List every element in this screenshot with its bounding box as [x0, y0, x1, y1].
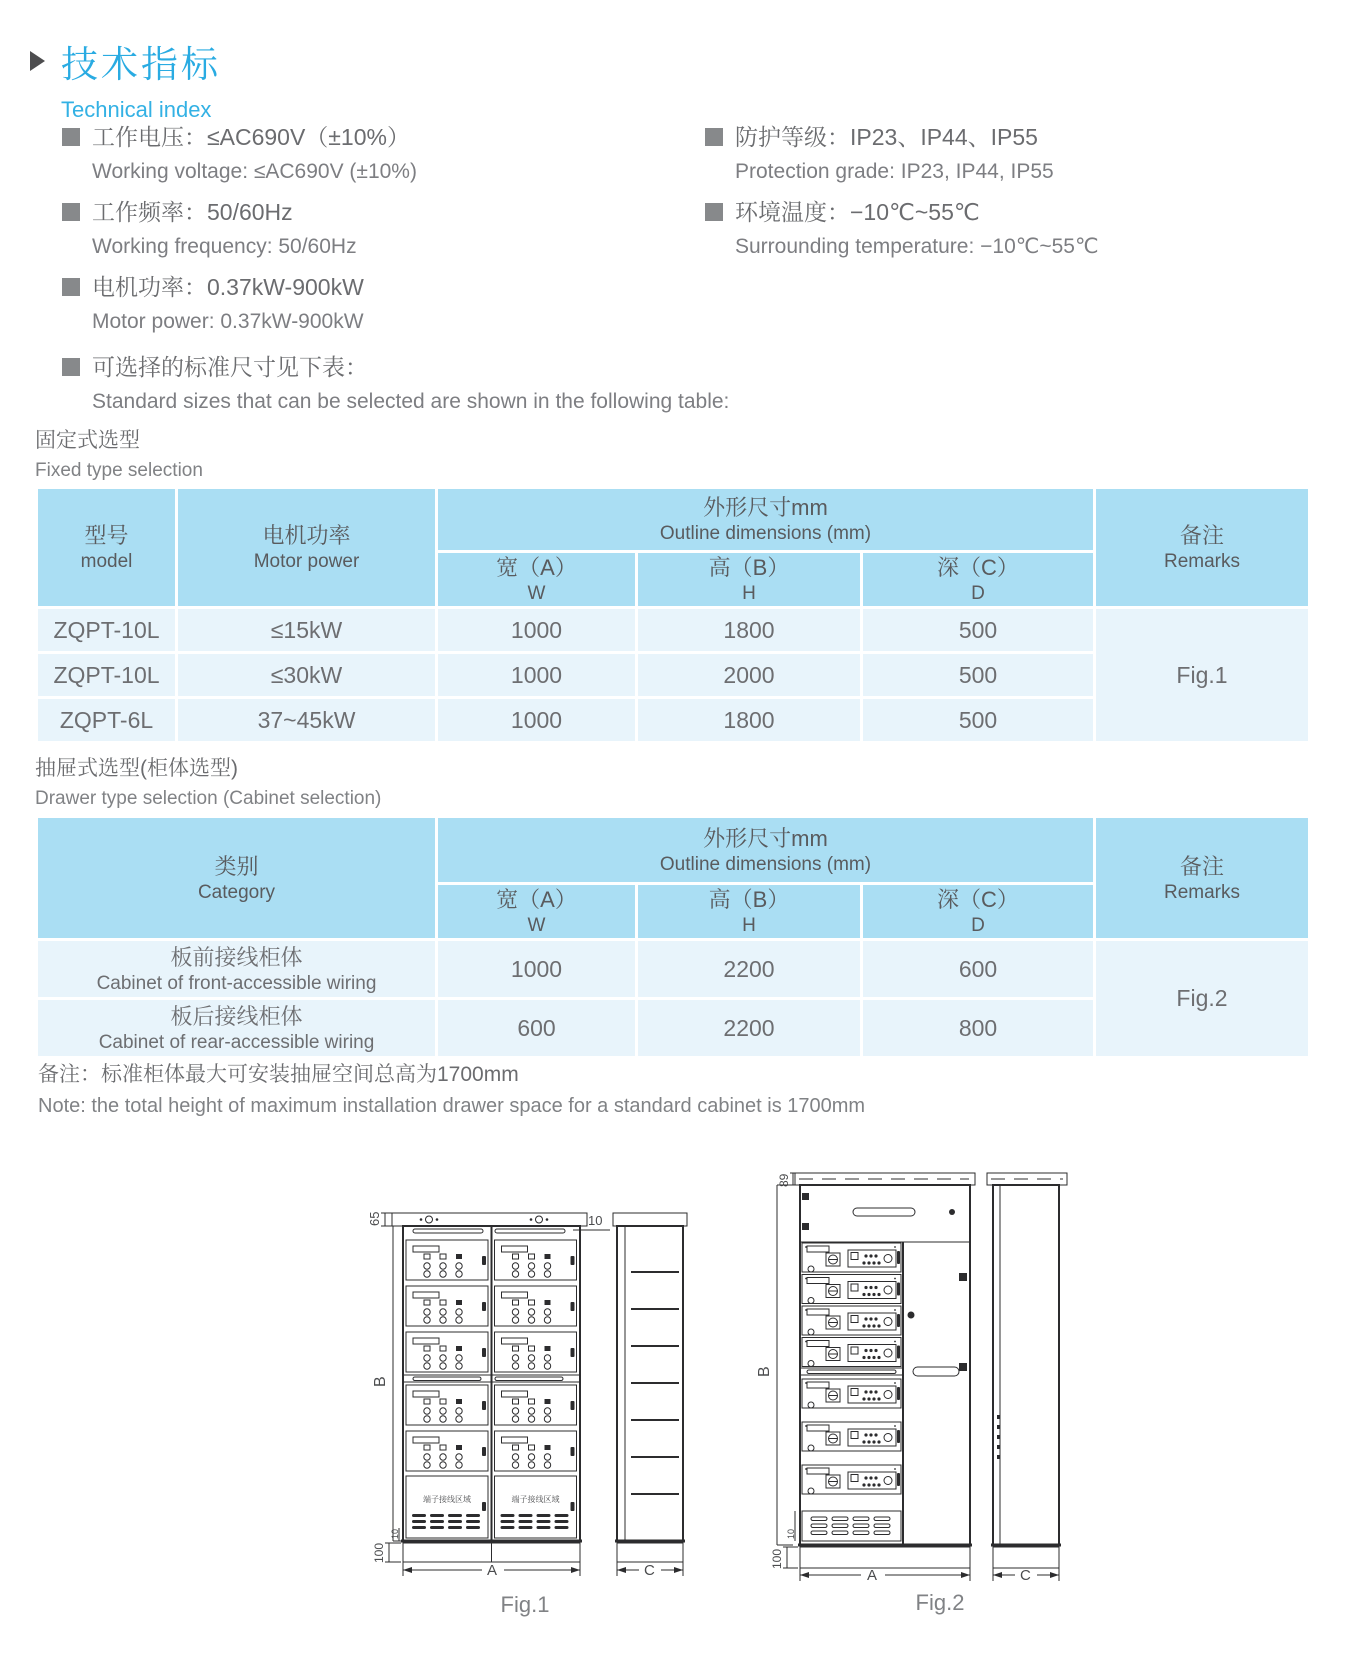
header-cell-width [437, 884, 637, 940]
header-cell-motor-power [177, 488, 437, 608]
svg-text:100: 100 [770, 1548, 784, 1569]
bullet-square-icon [62, 203, 80, 221]
cell-height: 1800 [637, 698, 862, 743]
figure-2-cabinet-drawing [715, 1115, 1075, 1620]
svg-text:A: A [487, 1562, 498, 1579]
page-title: 技术指标 [61, 44, 221, 85]
header-en: W [527, 915, 546, 936]
cell-power: ≤15kW [177, 608, 437, 653]
header-zh: 电机功率 [262, 523, 351, 548]
svg-text:B: B [756, 1366, 773, 1377]
cell-height: 2200 [637, 999, 862, 1058]
header-zh: 外形尺寸mm [703, 825, 828, 851]
header-cell-remarks [1095, 817, 1310, 940]
header-cell-outline-dimensions [437, 817, 1095, 884]
spec-en-text: Protection grade: IP23, IP44, IP55 [735, 160, 1054, 183]
bullet-square-icon [705, 128, 723, 146]
section-title-en: Drawer type selection (Cabinet selection) [35, 788, 382, 809]
spec-item-frequency [62, 197, 705, 262]
spec-zh-text: 防护等级：IP23、IP44、IP55 [735, 124, 1038, 150]
spec-en-text: Working frequency: 50/60Hz [92, 235, 357, 258]
svg-text:89: 89 [777, 1173, 791, 1187]
category-zh: 板前接线柜体 [170, 944, 303, 970]
svg-text:10: 10 [588, 1213, 603, 1228]
cell-model: ZQPT-6L [37, 698, 177, 743]
cell-depth: 600 [862, 940, 1095, 999]
header-cell-depth [862, 552, 1095, 608]
fig2-dimensions [756, 1173, 1059, 1584]
drawer-type-table [35, 815, 1311, 1059]
header-cell-outline-dimensions [437, 488, 1095, 552]
fixed-type-table [35, 486, 1311, 744]
section-title-zh: 抽屉式选型(柜体选型) [35, 757, 238, 780]
header-zh: 型号 [84, 523, 129, 548]
figure-1-cabinet-drawing: 端子接线区域 65 10 B 10 100 A C Fig.1 [335, 1142, 695, 1632]
spec-zh-text: 环境温度：−10℃~55℃ [735, 199, 980, 225]
bullet-square-icon [62, 278, 80, 296]
cell-depth: 500 [862, 698, 1095, 743]
header-en: W [527, 583, 546, 604]
header-cell-width [437, 552, 637, 608]
bullet-square-icon [62, 128, 80, 146]
svg-text:B: B [372, 1376, 389, 1387]
spec-zh-text: 可选择的标准尺寸见下表： [92, 354, 368, 380]
svg-text:10: 10 [390, 1528, 400, 1539]
header-zh: 类别 [214, 853, 259, 879]
table-footnote [38, 1058, 865, 1118]
header-en: Outline dimensions (mm) [659, 853, 872, 875]
spec-list-left [62, 122, 705, 347]
cell-depth: 800 [862, 999, 1095, 1058]
spec-list [62, 122, 1312, 347]
spec-zh-text: 工作频率：50/60Hz [92, 199, 293, 225]
header-cell-category [37, 817, 437, 940]
cell-width: 1000 [437, 608, 637, 653]
header-en: Outline dimensions (mm) [659, 523, 872, 544]
svg-text:10: 10 [786, 1528, 796, 1539]
header-zh: 外形尺寸mm [703, 495, 828, 520]
section-title-drawer [35, 752, 381, 810]
spec-item-protection [705, 122, 1312, 187]
section-title-zh: 固定式选型 [35, 429, 140, 452]
svg-text:A: A [867, 1567, 878, 1584]
table-row [37, 608, 1310, 653]
header-zh: 高（B） [708, 887, 790, 912]
header-cell-height [637, 884, 862, 940]
cell-category [37, 999, 437, 1058]
section-arrow-icon [30, 51, 45, 71]
category-zh: 板后接线柜体 [170, 1003, 303, 1029]
cell-model: ZQPT-10L [37, 653, 177, 698]
spec-en-text: Motor power: 0.37kW-900kW [92, 310, 364, 333]
cell-model: ZQPT-10L [37, 608, 177, 653]
header-zh: 深（C） [937, 555, 1019, 580]
cell-width: 1000 [437, 940, 637, 999]
header-zh: 备注 [1179, 853, 1224, 879]
svg-text:C: C [644, 1562, 655, 1579]
header-en: Remarks [1163, 551, 1240, 572]
cell-height: 2000 [637, 653, 862, 698]
page-header [30, 34, 221, 123]
cell-remark: Fig.2 [1095, 940, 1310, 1058]
fig2-side-view [987, 1173, 1067, 1568]
header-zh: 高（B） [708, 555, 790, 580]
header-en: D [971, 915, 985, 936]
cell-power: 37~45kW [177, 698, 437, 743]
cell-power: ≤30kW [177, 653, 437, 698]
cell-remark: Fig.1 [1095, 608, 1310, 743]
svg-text:C: C [1020, 1567, 1031, 1584]
header-cell-height [637, 552, 862, 608]
fig1-front-view [392, 1213, 587, 1562]
spec-item-standard-sizes [62, 352, 729, 427]
category-en: Cabinet of rear-accessible wiring [98, 1031, 375, 1053]
spec-item-temperature [705, 197, 1312, 262]
header-zh: 深（C） [937, 887, 1019, 912]
cell-width: 1000 [437, 653, 637, 698]
header-cell-remarks [1095, 488, 1310, 608]
cell-depth: 500 [862, 653, 1095, 698]
header-zh: 宽（A） [496, 887, 577, 912]
footnote-zh: 备注：标准柜体最大可安装抽屉空间总高为1700mm [38, 1063, 519, 1086]
table-row [37, 940, 1310, 999]
svg-text:65: 65 [367, 1211, 382, 1226]
header-cell-model [37, 488, 177, 608]
svg-text:100: 100 [372, 1542, 386, 1563]
header-en: D [971, 583, 985, 604]
page-subtitle: Technical index [61, 97, 212, 122]
bullet-square-icon [705, 203, 723, 221]
cell-category [37, 940, 437, 999]
fig1-side-view [613, 1213, 687, 1562]
cell-width: 600 [437, 999, 637, 1058]
header-en: Motor power [253, 551, 360, 572]
spec-zh-text: 工作电压：≤AC690V（±10%） [92, 124, 410, 150]
header-en: H [742, 915, 756, 936]
section-title-fixed [35, 424, 203, 482]
spec-list-right [705, 122, 1312, 347]
fig1-dimensions [367, 1212, 683, 1579]
fig2-front-view [793, 1173, 975, 1568]
header-en: model [80, 551, 133, 572]
header-cell-depth [862, 884, 1095, 940]
header-zh: 备注 [1179, 523, 1224, 548]
spec-zh-text: 电机功率：0.37kW-900kW [92, 274, 364, 300]
cell-height: 1800 [637, 608, 862, 653]
spec-item-motor-power [62, 272, 705, 337]
fig1-caption: Fig.1 [500, 1592, 550, 1617]
header-zh: 宽（A） [496, 555, 577, 580]
header-en: Remarks [1163, 881, 1240, 903]
category-en: Cabinet of front-accessible wiring [96, 972, 377, 994]
spec-item-voltage [62, 122, 705, 187]
header-en: H [742, 583, 756, 604]
spec-en-text: Surrounding temperature: −10℃~55℃ [735, 235, 1099, 258]
cell-depth: 500 [862, 608, 1095, 653]
footnote-en: Note: the total height of maximum installation drawer space for a standard cabinet is 1700mm [38, 1095, 866, 1117]
header-en: Category [197, 881, 276, 903]
fig2-caption: Fig.2 [915, 1590, 965, 1615]
spec-en-text: Standard sizes that can be selected are shown in the following table: [92, 390, 730, 413]
cell-height: 2200 [637, 940, 862, 999]
section-title-en: Fixed type selection [35, 460, 203, 481]
spec-en-text: Working voltage: ≤AC690V (±10%) [92, 160, 417, 183]
cell-width: 1000 [437, 698, 637, 743]
bullet-square-icon [62, 358, 80, 376]
